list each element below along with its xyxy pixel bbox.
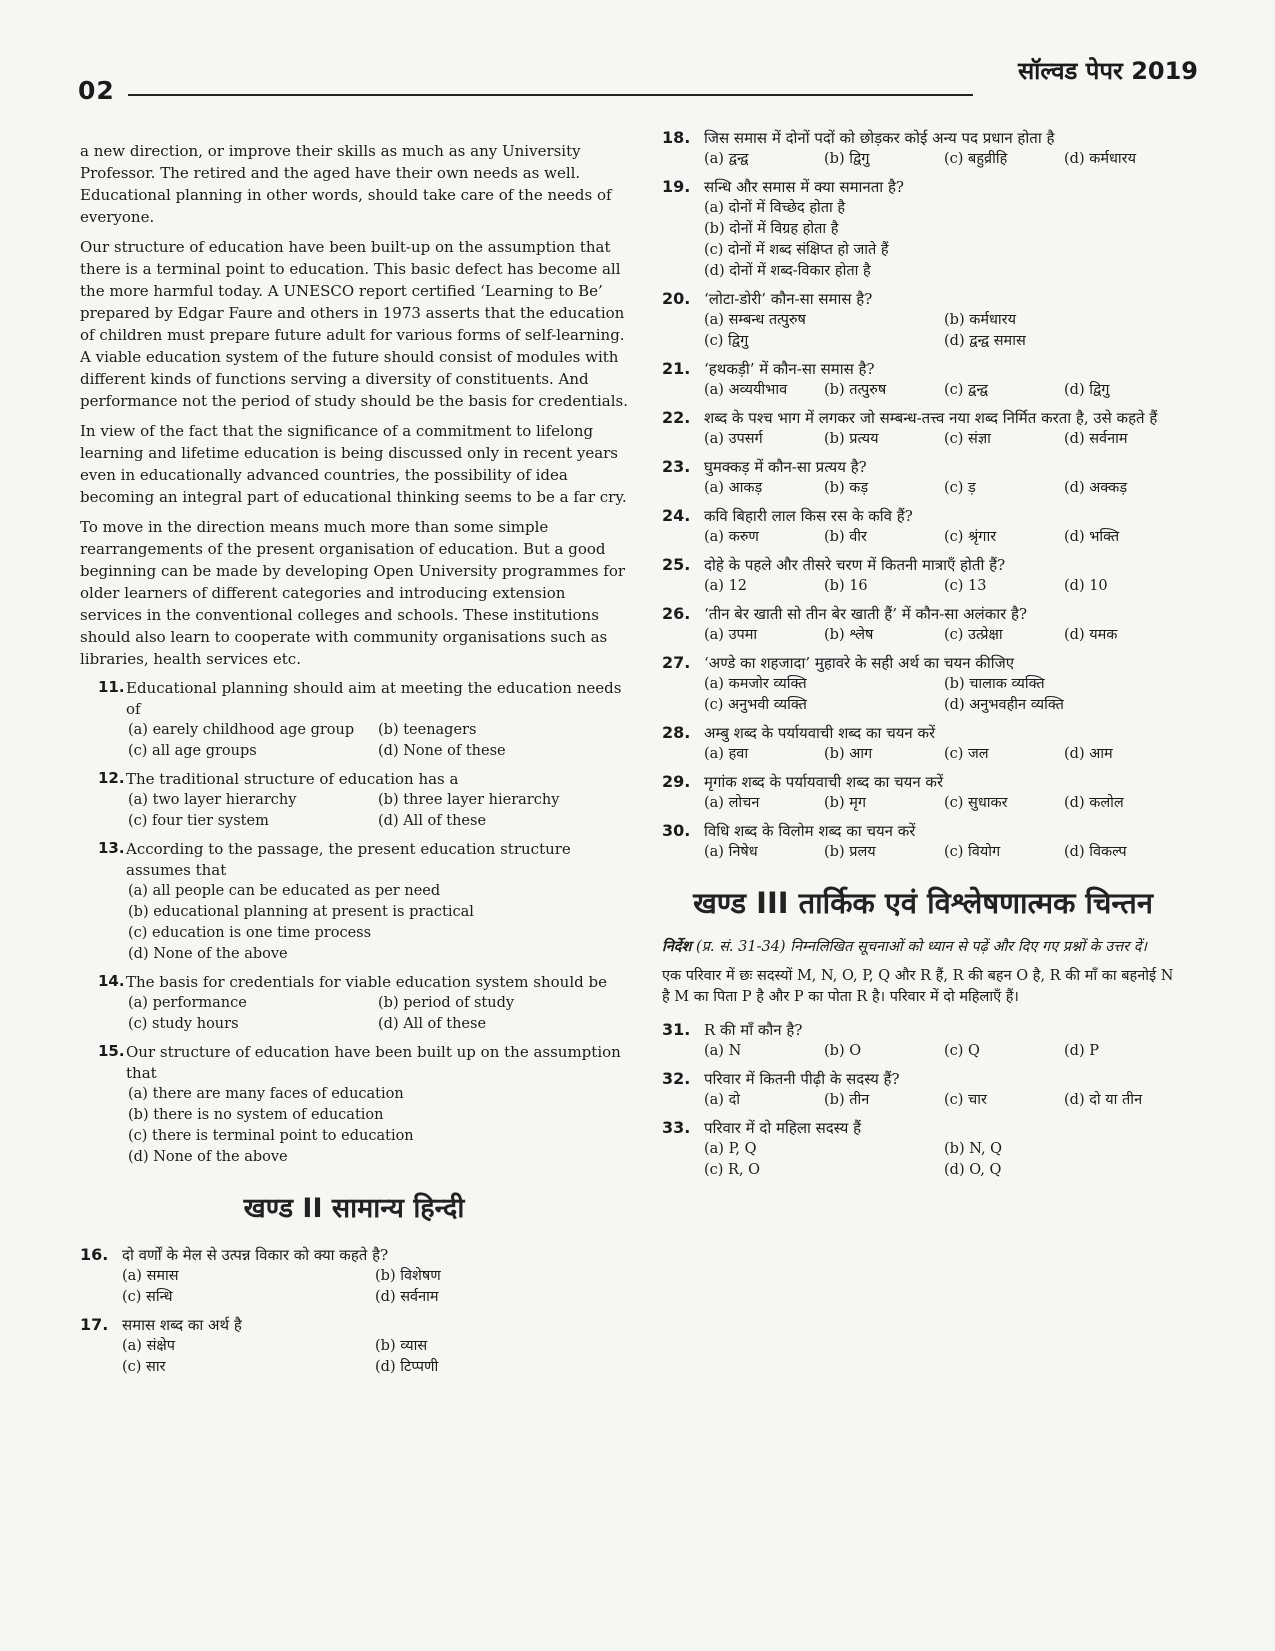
option-a: (a) द्वन्द्व	[704, 151, 749, 167]
option-a: (a) निषेध	[704, 844, 758, 860]
passage-paragraph: To move in the direction means much more than some simple rearrangements of the present organisation of education. But a good beginning can be made by developing Open University programmes for older learners of different categories and introducing extension services in the conventional colleges and schools. These institutions should also learn to cooperate with community organisations such as libraries, health services etc.	[80, 518, 626, 668]
option-a: (a) there are many faces of education	[128, 1086, 404, 1102]
option-d: (d) All of these	[378, 1016, 487, 1032]
section-3-heading: खण्ड III तार्किक एवं विश्लेषणात्मक चिन्तन	[693, 886, 1153, 920]
option-a: (a) earely childhood age group	[128, 722, 355, 738]
question-text: परिवार में कितनी पीढ़ी के सदस्य हैं?	[704, 1070, 900, 1088]
option-d: (d) यमक	[1064, 627, 1118, 643]
passage-paragraph: Our structure of education have been built-up on the assumption that there is a terminal point to education. This basic defect has become all the more harmful today. A UNESCO report certified ‘Learning to Be’ prepared by Edgar Faure and others in 1973 asserts that the education of children must prepare future adult for various forms of self-learning. A viable education system of the future should consist of modules with different kinds of functions serving a diversity of constituents. And performance not the period of study should be the basis for credentials.	[80, 238, 628, 410]
option-c: (c) बहुव्रीहि	[944, 151, 1008, 167]
option-c: (c) जल	[944, 746, 989, 762]
question-11	[80, 678, 628, 762]
option-c: (c) द्वन्द्व	[944, 382, 988, 398]
option-d: (d) टिप्पणी	[375, 1359, 439, 1375]
question-number: 28.	[662, 723, 691, 742]
question-text: Educational planning should aim at meeting the education needs of	[126, 679, 622, 718]
question-number: 17.	[80, 1315, 109, 1334]
question-number: 30.	[662, 821, 691, 840]
header-rule	[128, 94, 973, 96]
option-a: (a) two layer hierarchy	[128, 792, 297, 808]
option-d: (d) P	[1064, 1043, 1099, 1059]
option-d: (d) भक्ति	[1064, 529, 1120, 545]
question-13	[80, 839, 628, 965]
option-a: (a) उपसर्ग	[704, 431, 763, 447]
option-a: (a) संक्षेप	[122, 1338, 176, 1354]
question-text: अम्बु शब्द के पर्यायवाची शब्द का चयन करें	[704, 724, 936, 742]
option-a: (a) लोचन	[704, 795, 760, 811]
question-21	[662, 359, 1184, 401]
option-d: (d) अक्कड़	[1064, 480, 1128, 496]
option-c: (c) 13	[944, 578, 987, 594]
option-b: (b) there is no system of education	[128, 1107, 384, 1123]
option-c: (c) all age groups	[128, 743, 257, 759]
option-a: (a) करुण	[704, 529, 759, 545]
question-number: 11.	[98, 678, 125, 696]
question-text: मृगांक शब्द के पर्यायवाची शब्द का चयन करें	[704, 773, 944, 791]
option-c: (c) द्विगु	[704, 333, 749, 349]
option-b: (b) दोनों में विग्रह होता है	[704, 221, 839, 237]
question-text: Our structure of education have been built up on the assumption that	[126, 1043, 621, 1082]
question-text: घुमक्कड़ में कौन-सा प्रत्यय है?	[704, 458, 867, 476]
question-text: कवि बिहारी लाल किस रस के कवि हैं?	[704, 507, 913, 525]
passage-paragraph: In view of the fact that the significance of a commitment to lifelong learning and lifetime education is being discussed only in recent years even in educationally advanced countries, the possibility of idea becoming an integral part of educational thinking seems to be a far cry.	[80, 422, 627, 506]
direction-note	[662, 937, 1184, 958]
option-b: (b) व्यास	[375, 1338, 428, 1354]
option-c: (c) there is terminal point to education	[128, 1128, 414, 1144]
option-c: (c) संज्ञा	[944, 431, 991, 447]
option-b: (b) विशेषण	[375, 1268, 441, 1284]
header-title: सॉल्वड पेपर 2019	[1017, 57, 1198, 85]
option-a: (a) N	[704, 1043, 742, 1059]
question-number: 26.	[662, 604, 691, 623]
question-text: The traditional structure of education has a	[126, 770, 459, 788]
option-b: (b) प्रत्यय	[824, 431, 879, 447]
option-b: (b) मृग	[824, 795, 867, 811]
option-d: (d) विकल्प	[1064, 844, 1127, 860]
question-23	[662, 457, 1184, 499]
question-25	[662, 555, 1184, 597]
option-d: (d) 10	[1064, 578, 1108, 594]
question-number: 22.	[662, 408, 691, 427]
question-text: According to the passage, the present education structure assumes that	[126, 840, 571, 879]
option-d: (d) द्विगु	[1064, 382, 1110, 398]
option-a: (a) दोनों में विच्छेद होता है	[704, 200, 846, 216]
option-b: (b) O	[824, 1043, 862, 1059]
question-number: 14.	[98, 972, 125, 990]
question-text: विधि शब्द के विलोम शब्द का चयन करें	[704, 822, 916, 840]
option-b: (b) आग	[824, 746, 873, 762]
question-number: 21.	[662, 359, 691, 378]
option-b: (b) चालाक व्यक्ति	[944, 676, 1045, 692]
option-b: (b) three layer hierarchy	[378, 792, 560, 808]
question-28	[662, 723, 1184, 765]
option-c: (c) उत्प्रेक्षा	[944, 627, 1003, 643]
option-c: (c) चार	[944, 1092, 987, 1108]
question-30	[662, 821, 1184, 863]
question-26	[662, 604, 1184, 646]
question-14	[80, 972, 628, 1035]
question-15	[80, 1042, 628, 1168]
option-a: (a) उपमा	[704, 627, 758, 643]
question-18	[662, 128, 1184, 170]
option-b: (b) N, Q	[944, 1141, 1003, 1157]
question-16	[80, 1245, 628, 1308]
option-b: (b) द्विगु	[824, 151, 870, 167]
option-c: (c) वियोग	[944, 844, 1001, 860]
left-column	[80, 140, 628, 1385]
option-c: (c) ड़	[944, 480, 976, 496]
option-c: (c) सन्धि	[122, 1289, 173, 1305]
question-20	[662, 289, 1184, 352]
option-b: (b) श्लेष	[824, 627, 874, 643]
option-d: (d) सर्वनाम	[375, 1289, 439, 1305]
option-b: (b) educational planning at present is practical	[128, 904, 474, 920]
option-d: (d) सर्वनाम	[1064, 431, 1128, 447]
question-19	[662, 177, 1184, 282]
question-text: The basis for credentials for viable education system should be	[126, 973, 607, 991]
option-d: (d) कर्मधारय	[1064, 151, 1137, 167]
option-d: (d) आम	[1064, 746, 1113, 762]
option-b: (b) तत्पुरुष	[824, 382, 887, 398]
question-22	[662, 408, 1184, 450]
right-column	[662, 128, 1184, 1188]
question-text: समास शब्द का अर्थ है	[122, 1316, 242, 1334]
section-2-heading: खण्ड II सामान्य हिन्दी	[243, 1193, 465, 1224]
question-number: 18.	[662, 128, 691, 147]
option-d: (d) None of the above	[128, 1149, 288, 1165]
option-c: (c) Q	[944, 1043, 980, 1059]
question-number: 31.	[662, 1020, 691, 1039]
option-c: (c) सुधाकर	[944, 795, 1008, 811]
question-number: 32.	[662, 1069, 691, 1088]
passage-paragraph: a new direction, or improve their skills as much as any University Professor. The retired and the aged have their own needs as well. Educational planning in other words, should take care of the needs of everyone.	[80, 142, 612, 226]
question-text: ‘हथकड़ी’ में कौन-सा समास है?	[704, 360, 875, 378]
option-c: (c) study hours	[128, 1016, 239, 1032]
option-a: (a) दो	[704, 1092, 741, 1108]
option-c: (c) R, O	[704, 1162, 761, 1178]
direction-label: निर्देश	[662, 939, 692, 955]
question-number: 13.	[98, 839, 125, 857]
option-a: (a) अव्ययीभाव	[704, 382, 788, 398]
option-a: (a) performance	[128, 995, 247, 1011]
option-a: (a) P, Q	[704, 1141, 757, 1157]
question-text: दो वर्णों के मेल से उत्पन्न विकार को क्या कहते है?	[122, 1246, 389, 1264]
page-header	[78, 48, 1198, 105]
option-b: (b) 16	[824, 578, 868, 594]
question-text: ‘लोटा-डोरी’ कौन-सा समास है?	[704, 290, 873, 308]
question-text: सन्धि और समास में क्या समानता है?	[704, 178, 904, 196]
question-number: 15.	[98, 1042, 125, 1060]
page-number: 02	[78, 76, 115, 105]
question-29	[662, 772, 1184, 814]
option-b: (b) वीर	[824, 529, 867, 545]
option-a: (a) कमजोर व्यक्ति	[704, 676, 807, 692]
question-text: ‘अण्डे का शहजादा’ मुहावरे के सही अर्थ का चयन कीजिए	[704, 654, 1015, 672]
question-number: 16.	[80, 1245, 109, 1264]
option-a: (a) 12	[704, 578, 748, 594]
question-number: 20.	[662, 289, 691, 308]
question-text: ‘तीन बेर खाती सो तीन बेर खाती हैं’ में कौन-सा अलंकार है?	[704, 605, 1028, 623]
option-d: (d) दोनों में शब्द-विकार होता है	[704, 263, 871, 279]
option-d: (d) O, Q	[944, 1162, 1002, 1178]
option-b: (b) प्रलय	[824, 844, 876, 860]
question-33	[662, 1118, 1184, 1181]
question-number: 19.	[662, 177, 691, 196]
option-c: (c) education is one time process	[128, 925, 372, 941]
family-info: एक परिवार में छः सदस्यों M, N, O, P, Q और R हैं, R की बहन O है, R की माँ का बहनोई N है M का पिता P है और P का पोता R है। परिवार में दो महिलाएँ हैं।	[662, 968, 1174, 1005]
question-12	[80, 769, 628, 832]
option-a: (a) समास	[122, 1268, 179, 1284]
question-number: 27.	[662, 653, 691, 672]
option-b: (b) तीन	[824, 1092, 870, 1108]
question-17	[80, 1315, 628, 1378]
question-number: 24.	[662, 506, 691, 525]
option-d: (d) None of the above	[128, 946, 288, 962]
option-b: (b) period of study	[378, 995, 515, 1011]
question-number: 33.	[662, 1118, 691, 1137]
option-a: (a) all people can be educated as per need	[128, 883, 441, 899]
question-text: शब्द के पश्च भाग में लगकर जो सम्बन्ध-तत्त्व नया शब्द निर्मित करता है, उसे कहते हैं	[704, 409, 1158, 427]
option-b: (b) teenagers	[378, 722, 477, 738]
question-number: 25.	[662, 555, 691, 574]
question-24	[662, 506, 1184, 548]
question-text: दोहे के पहले और तीसरे चरण में कितनी मात्राएँ होती हैं?	[704, 556, 1006, 574]
question-number: 23.	[662, 457, 691, 476]
question-27	[662, 653, 1184, 716]
option-d: (d) द्वन्द्व समास	[944, 333, 1026, 349]
option-c: (c) दोनों में शब्द संक्षिप्त हो जाते हैं	[704, 242, 889, 258]
question-text: परिवार में दो महिला सदस्य हैं	[704, 1119, 862, 1137]
option-a: (a) हवा	[704, 746, 749, 762]
option-c: (c) सार	[122, 1359, 166, 1375]
option-d: (d) दो या तीन	[1064, 1092, 1143, 1108]
option-d: (d) अनुभवहीन व्यक्ति	[944, 697, 1064, 713]
question-number: 29.	[662, 772, 691, 791]
option-b: (b) कड़	[824, 480, 869, 496]
direction-text: (प्र. सं. 31-34) निम्नलिखित सूचनाओं को ध्यान से पढ़ें और दिए गए प्रश्नों के उत्तर दें।	[695, 939, 1148, 955]
question-text: R की माँ कौन है?	[704, 1021, 803, 1039]
question-number: 12.	[98, 769, 125, 787]
question-32	[662, 1069, 1184, 1111]
option-c: (c) four tier system	[128, 813, 269, 829]
question-text: जिस समास में दोनों पदों को छोड़कर कोई अन्य पद प्रधान होता है	[704, 129, 1055, 147]
option-a: (a) सम्बन्ध तत्पुरुष	[704, 312, 806, 328]
option-d: (d) None of these	[378, 743, 506, 759]
option-b: (b) कर्मधारय	[944, 312, 1017, 328]
option-d: (d) All of these	[378, 813, 487, 829]
option-c: (c) अनुभवी व्यक्ति	[704, 697, 807, 713]
option-a: (a) आकड़	[704, 480, 763, 496]
option-d: (d) कलोल	[1064, 795, 1124, 811]
question-31	[662, 1020, 1184, 1062]
option-c: (c) श्रृंगार	[944, 529, 997, 545]
